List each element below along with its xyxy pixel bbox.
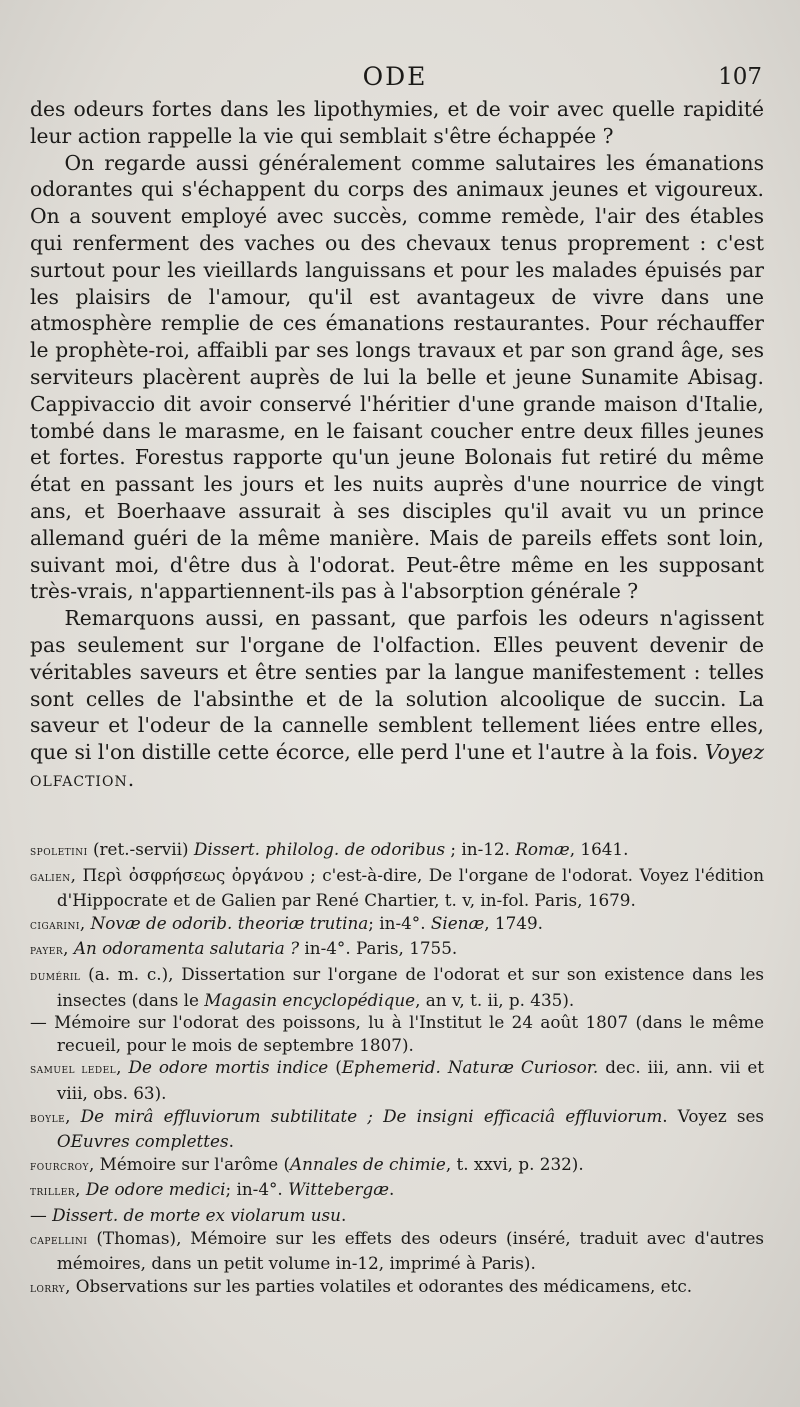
reference-entry — [30, 937, 764, 963]
reference-author: duméril — [30, 968, 81, 984]
reference-entry — [30, 1153, 764, 1179]
reference-author: lorry — [30, 1280, 66, 1296]
reference-text: , Mémoire sur l'arôme ( — [88, 1153, 291, 1174]
reference-entry — [30, 1178, 764, 1204]
reference-entry — [30, 963, 764, 1011]
reference-entry — [30, 912, 764, 938]
reference-entry — [30, 1105, 764, 1153]
page-number: 107 — [718, 64, 762, 90]
reference-text: , 1749. — [484, 912, 543, 933]
reference-text: (ret.-servii) — [87, 839, 194, 859]
reference-text: ; in-12. — [445, 839, 516, 859]
reference-text: , — [65, 1105, 81, 1126]
reference-author: samuel ledel — [30, 1062, 117, 1078]
reference-title: De odore medici — [85, 1179, 226, 1200]
reference-text: , — [79, 912, 91, 933]
reference-author: capellini — [30, 1232, 88, 1248]
paragraph — [30, 605, 764, 793]
reference-text: ; in-4°. — [368, 912, 431, 933]
reference-text: , an v, t. ii, p. 435). — [415, 989, 575, 1010]
running-title: ODE — [362, 62, 428, 91]
reference-entry — [30, 1056, 764, 1104]
reference-author: cigarini — [30, 917, 80, 933]
reference-text: ; in-4°. — [225, 1179, 289, 1200]
reference-text: . — [340, 1204, 347, 1225]
reference-text: , — [116, 1057, 129, 1078]
reference-title: Sienæ — [430, 912, 485, 933]
reference-author: galien — [30, 869, 71, 885]
reference-title: Dissert. de morte ex violarum usu — [52, 1204, 341, 1225]
reference-title: Novæ de odorib. theoriæ trutina — [90, 912, 369, 933]
reference-text: ( — [328, 1057, 342, 1078]
voyez-label: Voyez — [704, 740, 764, 765]
cross-reference-olfaction: olfaction. — [30, 766, 136, 791]
reference-text: , — [63, 938, 74, 959]
reference-text: (a. m. c.), Dissertation sur l'organe de l'odorat et sur son existence dans les insectes (dans le — [56, 963, 764, 1010]
reference-title: Annales de chimie — [290, 1153, 446, 1174]
reference-text: , 1641. — [569, 839, 629, 859]
reference-text: , Observations sur les parties volatiles et odorantes des médicamens, etc. — [65, 1275, 693, 1296]
reference-author: fourcroy — [30, 1158, 89, 1174]
reference-text: . — [389, 1179, 395, 1200]
paragraph: des odeurs fortes dans les lipothymies, et de voir avec quelle rapidité leur action rappelle la vie qui semblait s'être échappée ? — [30, 97, 764, 148]
reference-title: Magasin encyclopédique — [204, 989, 416, 1010]
reference-title: OEuvres complettes — [56, 1131, 229, 1152]
reference-text: — Mémoire sur l'odorat des poissons, lu à l'Institut le 24 août 1807 (dans le même recueil, pour le mois de septembre 1807). — [30, 1012, 764, 1055]
reference-author: spoletini — [30, 844, 88, 859]
reference-text: , t. xxvi, p. 232). — [445, 1153, 584, 1174]
reference-text: dec. iii, ann. vii et viii, obs. 63). — [56, 1057, 765, 1103]
reference-title: Ephemerid. Naturæ Curiosor. — [341, 1057, 599, 1078]
reference-entry — [30, 1204, 764, 1227]
reference-title: De odore mortis indice — [128, 1057, 329, 1078]
reference-text: — — [30, 1204, 53, 1225]
reference-title: An odoramenta salutaria ? — [73, 938, 300, 959]
reference-author: payer — [30, 943, 64, 959]
bibliography — [30, 838, 764, 1300]
page-header — [28, 62, 762, 96]
paragraph-text: Remarquons aussi, en passant, que parfois les odeurs n'agissent pas seulement sur l'organe de l'olfaction. Elles peuvent devenir de véritables saveurs et être senties par la langue manifestement : telles sont celles de l'absinthe et de la solution alcoolique de succin. La saveur et l'odeur de la cannelle semblent tellement liées entre elles, que si l'on distille cette écorce, elle perd l'une et l'autre à la fois. — [30, 606, 764, 765]
reference-text: , — [75, 1179, 86, 1200]
reference-author: boyle — [30, 1110, 66, 1126]
reference-text: in-4°. Paris, 1755. — [299, 938, 458, 959]
reference-text: . — [228, 1131, 234, 1152]
main-text — [30, 96, 764, 793]
reference-author: triller — [30, 1184, 76, 1200]
reference-text: . Voyez ses — [662, 1105, 764, 1126]
reference-entry — [30, 1275, 764, 1301]
reference-entry — [30, 1011, 764, 1056]
reference-entry — [30, 838, 764, 864]
reference-text: (Thomas), Mémoire sur les effets des odeurs (inséré, traduit avec d'autres mémoires, dans un petit volume in-12, imprimé à Paris). — [56, 1227, 764, 1274]
paragraph: On regarde aussi généralement comme salutaires les émanations odorantes qui s'échappent du corps des animaux jeunes et vigoureux. On a souvent employé avec succès, comme remède, l'air des étables qui renferment des vaches ou des chevaux tenus proprement : c'est surtout pour les vieillards languissans et pour les malades épuisés par les plaisirs de l'amour, qu'il est avantageux de vivre dans une atmosphère remplie de ces émanations restaurantes. Pour réchauffer le prophète-roi, affaibli par ses longs travaux et par son grand âge, ses serviteurs placèrent auprès de lui la belle et jeune Sunamite Abisag. Cappivaccio dit avoir conservé l'héritier d'une grande maison d'Italie, tombé dans le marasme, en le faisant coucher entre deux filles jeunes et fortes. Forestus rapporte qu'un jeune Bolonais fut retiré du même état en passant les jours et les nuits auprès d'une nourrice de vingt ans, et Boerhaave assurait à ses disciples qu'il avait vu un prince allemand guéri de la même manière. Mais de pareils effets sont loin, suivant moi, d'être dus à l'odorat. Peut-être même en les supposant très-vrais, n'appartiennent-ils pas à l'absorption générale ? — [30, 150, 764, 604]
reference-title: Romæ — [515, 839, 570, 859]
reference-title: De mirâ effluviorum subtilitate ; De insigni efficaciâ effluviorum — [80, 1105, 663, 1126]
reference-text: , Περὶ ὀσφρήσεως ὀργάνου ; c'est-à-dire, De l'organe de l'odorat. Voyez l'édition d'Hippocrate et de Galien par René Chartier, t. v, in-fol. Paris, 1679. — [56, 864, 764, 911]
reference-title: Wittebergæ — [288, 1179, 390, 1200]
reference-title: Dissert. philolog. de odoribus — [193, 839, 446, 859]
reference-entry — [30, 864, 764, 912]
reference-entry — [30, 1227, 764, 1275]
